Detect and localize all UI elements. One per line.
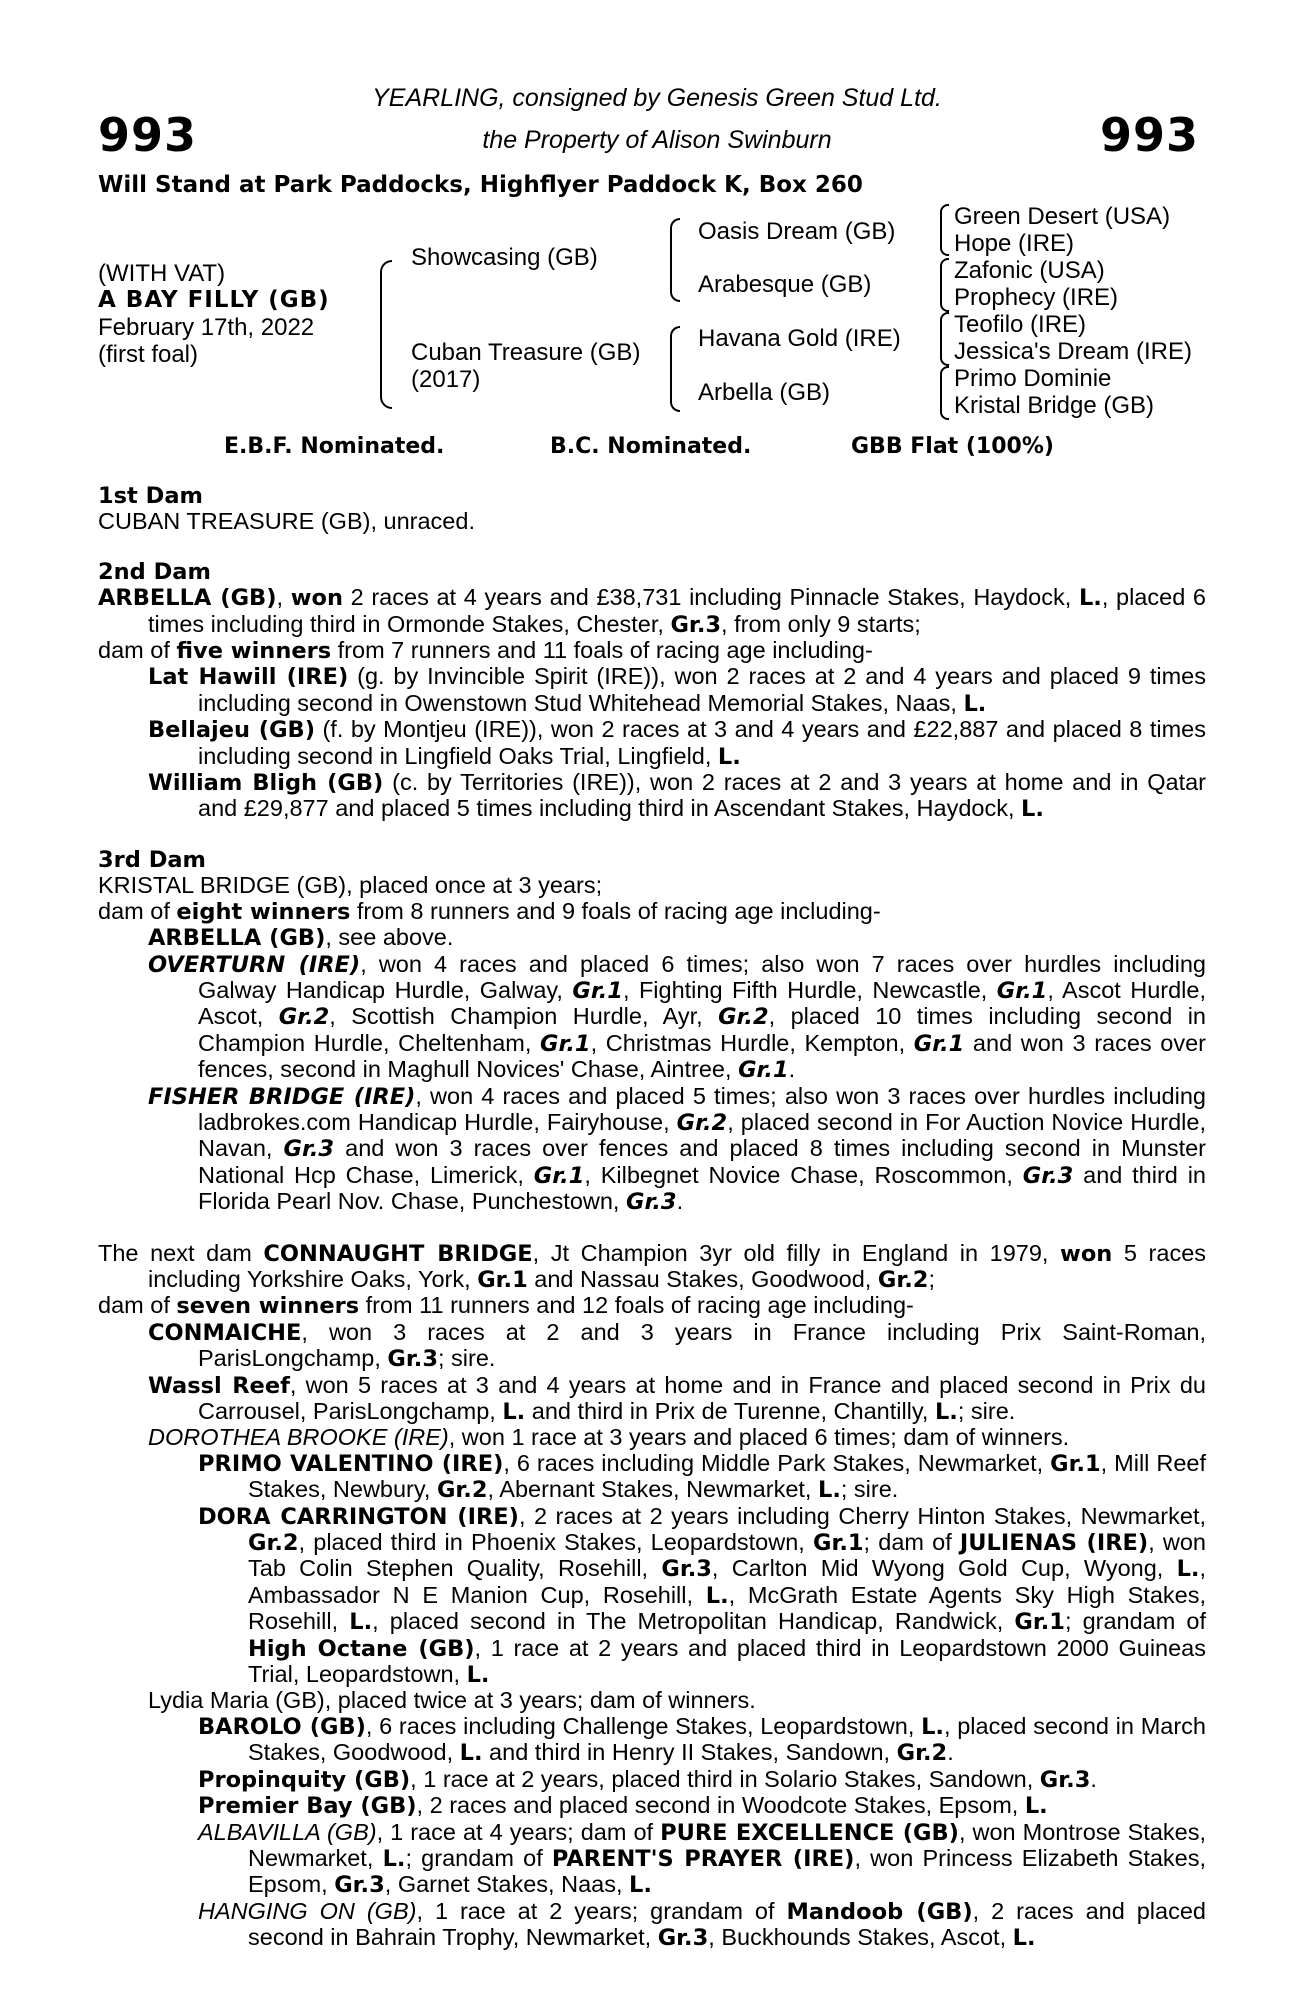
first-dam-text: CUBAN TREASURE (GB), unraced.: [98, 508, 475, 535]
produce-william-bligh: William Bligh (GB) (c. by Territories (IRE)), won 2 races at 2 and 3 years at home and in Qatar and £29,877 and placed 5 times including third in Ascendant Stakes, Haydock, L.: [148, 769, 1206, 823]
g3-sss: Green Desert (USA): [954, 203, 1171, 230]
sire-dam: Arabesque (GB): [698, 271, 872, 298]
ebf-nomination: E.B.F. Nominated.: [224, 434, 445, 459]
next-dam-record: The next dam CONNAUGHT BRIDGE, Jt Champion 3yr old filly in England in 1979, won 5 races including Yorkshire Oaks, York, Gr.1 and Nassau Stakes, Goodwood, Gr.2;: [98, 1239, 1207, 1293]
dam-sire: Havana Gold (IRE): [698, 325, 901, 352]
horse-arbella: ARBELLA (GB): [98, 585, 277, 612]
produce-primo-valentino: PRIMO VALENTINO (IRE), 6 races including Middle Park Stakes, Newmarket, Gr.1, Mill Reef Stakes, Newbury, Gr.2, Abernant Stakes, Newmarket, L.; sire.: [198, 1449, 1206, 1504]
produce-premier-bay: Premier Bay (GB), 2 races and placed second in Woodcote Stakes, Epsom, L.: [198, 1792, 1048, 1820]
third-dam-text: KRISTAL BRIDGE (GB), placed once at 3 years;: [98, 872, 603, 899]
sire-name: Showcasing (GB): [411, 244, 598, 271]
produce-barolo: BAROLO (GB), 6 races including Challenge Stakes, Leopardstown, L., placed second in March Stakes, Goodwood, L. and third in Henry II Stakes, Sandown, Gr.2.: [198, 1712, 1206, 1767]
third-dam-produce: dam of eight winners from 8 runners and 9 foals of racing age including-: [98, 897, 881, 925]
next-dam-produce: dam of seven winners from 11 runners and 12 foals of racing age including-: [98, 1292, 914, 1320]
dam-dam: Arbella (GB): [698, 379, 831, 406]
g3-sds: Zafonic (USA): [954, 257, 1105, 284]
produce-fisher-bridge: FISHER BRIDGE (IRE), won 4 races and placed 5 times; also won 3 races over hurdles including ladbrokes.com Handicap Hurdle, Fairyhouse, Gr.2, placed second in For Auction Novice Hurdle, Navan, Gr.3 and won 3 races over fences and placed 8 times including second in Munster National Hcp Chase, Limerick, Gr.1, Kilbegnet Novice Chase, Roscommon, Gr.3 and third in Florida Pearl Nov. Chase, Punchestown, Gr.3.: [148, 1082, 1206, 1216]
spacer: [98, 823, 1206, 848]
produce-lydia-maria: Lydia Maria (GB), placed twice at 3 years; dam of winners.: [148, 1687, 756, 1714]
g3-dss: Teofilo (IRE): [954, 311, 1087, 338]
second-dam-produce: dam of five winners from 7 runners and 11 foals of racing age including-: [98, 637, 873, 665]
g3-sdd: Prophecy (IRE): [954, 284, 1119, 311]
produce-bellajeu: Bellajeu (GB) (f. by Montjeu (IRE)), won 2 races at 3 and 4 years and £22,887 and placed 8 times including second in Lingfield Oaks Trial, Lingfield, L.: [148, 716, 1206, 770]
g3-ddd: Kristal Bridge (GB): [954, 392, 1155, 419]
second-dam-record: ARBELLA (GB), won 2 races at 4 years and £38,731 including Pinnacle Stakes, Haydock, L., placed 6 times including third in Ormonde Stakes, Chester, Gr.3, from only 9 starts;: [98, 584, 1206, 638]
foal-note: (first foal): [98, 341, 199, 368]
catalogue-text: [98, 484, 1206, 1952]
third-dam-heading: 3rd Dam: [98, 846, 206, 873]
stand-location: Will Stand at Park Paddocks, Highflyer Paddock K, Box 260: [98, 172, 863, 198]
spacer: [98, 1216, 1206, 1241]
dam-year: (2017): [411, 366, 481, 393]
pedigree-bracket-sire: [670, 218, 680, 302]
pedigree-bracket-dd: [940, 366, 949, 420]
dam-name: Cuban Treasure (GB): [411, 339, 641, 366]
produce-hanging-on: HANGING ON (GB), 1 race at 2 years; grandam of Mandoob (GB), 2 races and placed second in Bahrain Trophy, Newmarket, Gr.3, Buckhounds Stakes, Ascot, L.: [198, 1897, 1206, 1952]
sire-sire: Oasis Dream (GB): [698, 218, 896, 245]
produce-albavilla: ALBAVILLA (GB), 1 race at 4 years; dam of PURE EXCELLENCE (GB), won Montrose Stakes, Newmarket, L.; grandam of PARENT'S PRAYER (IRE), won Princess Elizabeth Stakes, Epsom, Gr.3, Garnet Stakes, Naas, L.: [198, 1818, 1207, 1899]
produce-lat-hawill: Lat Hawill (IRE) (g. by Invincible Spirit (IRE)), won 2 races at 2 and 4 years and placed 9 times including second in Owenstown Stud Whitehead Memorial Stakes, Naas, L.: [148, 663, 1206, 717]
lot-number-left: 993: [98, 108, 198, 162]
horse-name: A BAY FILLY (GB): [98, 287, 330, 313]
g3-dds: Primo Dominie: [954, 365, 1112, 392]
bc-nomination: B.C. Nominated.: [550, 434, 752, 459]
produce-overturn: OVERTURN (IRE), won 4 races and placed 6 times; also won 7 races over hurdles including Galway Handicap Hurdle, Galway, Gr.1, Fighting Fifth Hurdle, Newcastle, Gr.1, Ascot Hurdle, Ascot, Gr.2, Scottish Champion Hurdle, Ayr, Gr.2, placed 10 times including second in Champion Hurdle, Cheltenham, Gr.1, Christmas Hurdle, Kempton, Gr.1 and won 3 races over fences, second in Maghull Novices' Chase, Aintree, Gr.1.: [148, 950, 1207, 1084]
vat-note: (WITH VAT): [98, 260, 226, 287]
property-line: the Property of Alison Swinburn: [482, 126, 832, 154]
pedigree-bracket-main: [380, 260, 392, 409]
pedigree-bracket-dam: [670, 326, 680, 412]
pedigree-bracket-ss: [940, 204, 949, 256]
pedigree-bracket-sd: [940, 258, 949, 312]
produce-arbella: ARBELLA (GB), see above.: [148, 924, 454, 952]
spacer: [98, 535, 1206, 560]
pedigree-bracket-ds: [940, 312, 949, 366]
g3-dsd: Jessica's Dream (IRE): [954, 338, 1192, 365]
g3-ssd: Hope (IRE): [954, 230, 1075, 257]
produce-conmaiche: CONMAICHE, won 3 races at 2 and 3 years in France including Prix Saint-Roman, ParisLongchamp, Gr.3; sire.: [148, 1318, 1206, 1373]
consignor-line: YEARLING, consigned by Genesis Green Stud Ltd.: [372, 84, 942, 112]
first-dam-heading: 1st Dam: [98, 483, 203, 509]
lot-number-right: 993: [1099, 108, 1199, 162]
gbb-nomination: GBB Flat (100%): [851, 434, 1054, 459]
second-dam-heading: 2nd Dam: [98, 558, 211, 585]
foaling-date: February 17th, 2022: [98, 314, 315, 341]
produce-dora-carrington: DORA CARRINGTON (IRE), 2 races at 2 years including Cherry Hinton Stakes, Newmarket, Gr.2, placed third in Phoenix Stakes, Leopardstown, Gr.1; dam of JULIENAS (IRE), won Tab Colin Stephen Quality, Rosehill, Gr.3, Carlton Mid Wyong Gold Cup, Wyong, L., Ambassador N E Manion Cup, Rosehill, L., McGrath Estate Agents Sky High Stakes, Rosehill, L., placed second in The Metropolitan Handicap, Randwick, Gr.1; grandam of High Octane (GB), 1 race at 2 years and placed third in Leopardstown 2000 Guineas Trial, Leopardstown, L.: [198, 1502, 1207, 1689]
produce-wassl-reef: Wassl Reef, won 5 races at 3 and 4 years at home and in France and placed second in Prix du Carrousel, ParisLongchamp, L. and third in Prix de Turenne, Chantilly, L.; sire.: [148, 1371, 1207, 1425]
produce-dorothea-brooke: DOROTHEA BROOKE (IRE), won 1 race at 3 years and placed 6 times; dam of winners.: [148, 1424, 1070, 1451]
produce-propinquity: Propinquity (GB), 1 race at 2 years, placed third in Solario Stakes, Sandown, Gr.3.: [198, 1765, 1097, 1793]
